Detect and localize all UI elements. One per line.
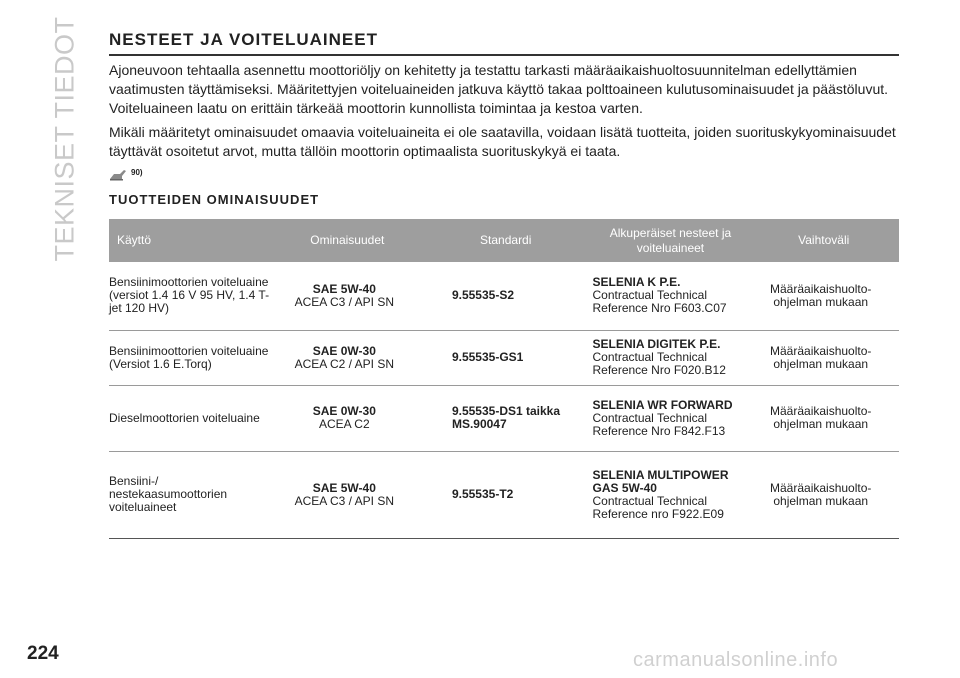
cell-product: [592, 385, 748, 451]
intro-paragraph: Ajoneuvoon tehtaalla asennettu moottoriöljy on kehitetty ja testattu tarkasti määräaikaishuoltosuunnitelman edellyttämien vaatimusten täyttämiseksi. Määritettyjen voiteluaineiden jatkuva käyttö takaa polttoaineen kulutusominaisuudet ja päästöluvut. Voiteluaineen laatu on erittäin tärkeää moottorin kunnollista toimintaa ja kestoa varten.: [109, 62, 889, 116]
cell-standard: 9.55535-T2: [419, 451, 593, 538]
product-reference: Contractual Technical Reference Nro F842.F13: [592, 410, 726, 438]
cell-use: Dieselmoottorien voiteluaine: [109, 385, 276, 451]
table-row: [109, 262, 899, 330]
table-row: [109, 385, 899, 451]
availability-paragraph: Mikäli määritetyt ominaisuudet omaavia voiteluaineita ei ole saatavilla, voidaan lisätä tuotteita, joiden suorituskykyominaisuudet täyttävät osoitetut arvot, mutta tällöin moottorin optimaalista suorituskykyä ei taata.: [109, 124, 896, 159]
warning-note-reference: [109, 167, 899, 187]
cell-interval: Määräaikaishuolto-ohjelman mukaan: [748, 451, 899, 538]
watermark: carmanualsonline.info: [633, 649, 839, 671]
spec-grade: SAE 0W-30: [312, 343, 376, 358]
note-ref-number: 90): [131, 168, 143, 177]
cell-standard: 9.55535-GS1: [419, 330, 593, 385]
spec-detail: ACEA C3 / API SN: [294, 294, 394, 309]
cell-interval: Määräaikaishuolto-ohjelman mukaan: [748, 330, 899, 385]
product-name: SELENIA K P.E.: [592, 275, 681, 290]
cell-properties: [276, 451, 419, 538]
cell-use: Bensiinimoottorien voiteluaine (versiot 1.4 16 V 95 HV, 1.4 T-jet 120 HV): [109, 262, 276, 330]
product-reference: Contractual Technical Reference Nro F603.C07: [592, 288, 727, 316]
product-reference: Contractual Technical Reference Nro F020.B12: [592, 350, 726, 377]
page-content: [109, 30, 899, 539]
product-name: SELENIA WR FORWARD: [592, 397, 733, 412]
product-name: SELENIA MULTIPOWER GAS 5W-40: [592, 467, 729, 495]
page-number: 224: [27, 643, 59, 664]
header-use: Käyttö: [109, 219, 276, 262]
cell-product: [592, 330, 748, 385]
spec-detail: ACEA C3 / API SN: [294, 493, 394, 508]
cell-standard: 9.55535-DS1 taikka MS.90047: [419, 385, 593, 451]
spec-grade: SAE 5W-40: [312, 480, 376, 495]
cell-product: [592, 262, 748, 330]
cell-interval: Määräaikaishuolto-ohjelman mukaan: [748, 385, 899, 451]
header-properties: Ominaisuudet: [276, 219, 419, 262]
table-row: [109, 330, 899, 385]
cell-properties: [276, 330, 419, 385]
cell-product: [592, 451, 748, 538]
page-heading: NESTEET JA VOITELUAINEET: [109, 30, 899, 56]
spec-detail: ACEA C2 / API SN: [294, 356, 394, 371]
spec-detail: ACEA C2: [318, 417, 370, 431]
spec-grade: SAE 0W-30: [312, 404, 376, 418]
cell-properties: [276, 262, 419, 330]
header-original-fluids: Alkuperäiset nesteet ja voiteluaineet: [592, 219, 748, 262]
product-name: SELENIA DIGITEK P.E.: [592, 337, 721, 351]
header-standard: Standardi: [419, 219, 593, 262]
table-header-row: [109, 219, 899, 262]
cell-properties: [276, 385, 419, 451]
lubricant-table: [109, 219, 899, 539]
product-reference: Contractual Technical Reference nro F922.E09: [592, 493, 724, 521]
header-interval: Vaihtoväli: [748, 219, 899, 262]
oil-can-icon: [109, 167, 127, 181]
section-side-title: [49, 16, 80, 262]
product-properties-heading: TUOTTEIDEN OMINAISUUDET: [109, 192, 320, 207]
cell-interval: Määräaikaishuolto-ohjelman mukaan: [748, 262, 899, 330]
cell-standard: 9.55535-S2: [419, 262, 593, 330]
section-side-title-text: TEKNISET TIEDOT: [49, 16, 80, 262]
spec-grade: SAE 5W-40: [312, 281, 376, 296]
cell-use: Bensiinimoottorien voiteluaine (Versiot 1.6 E.Torq): [109, 330, 276, 385]
cell-use: Bensiini-/ nestekaasumoottorien voiteluaineet: [109, 451, 276, 538]
table-row: [109, 451, 899, 538]
